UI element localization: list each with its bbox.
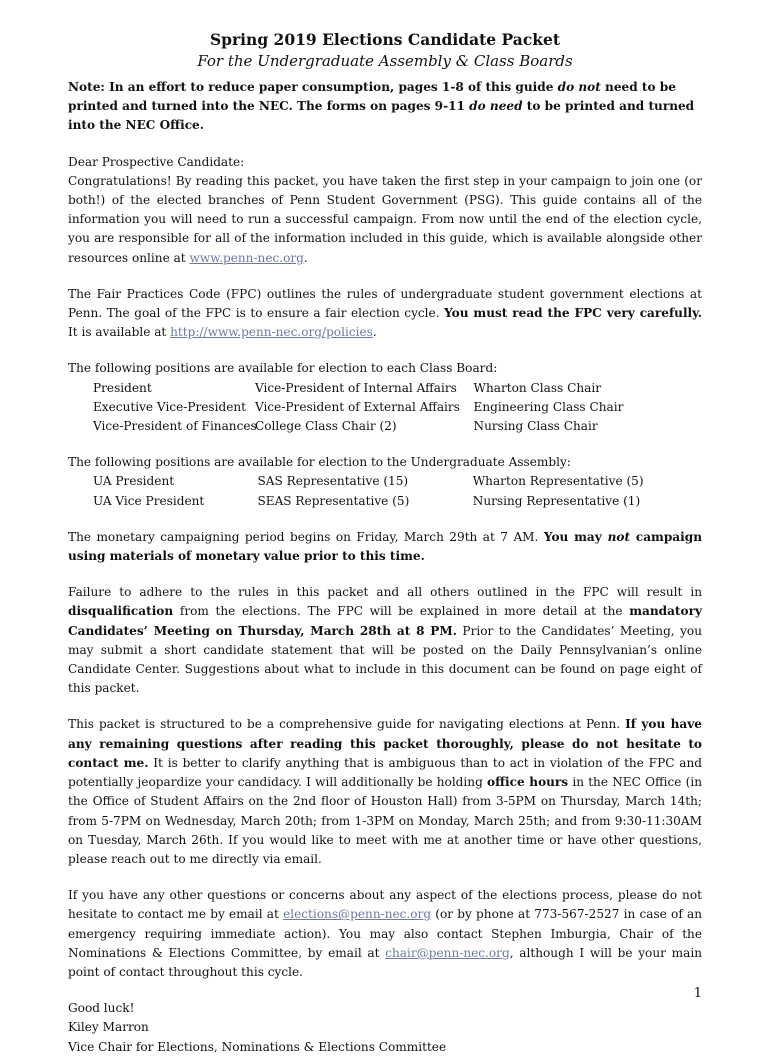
class-board-column-1 — [93, 379, 255, 437]
position-item: SAS Representative (15) — [257, 474, 409, 489]
ua-column-1 — [93, 472, 257, 510]
website-link[interactable]: www.penn-nec.org — [189, 250, 304, 265]
closing-good-luck: Good luck! — [68, 1001, 135, 1016]
contact-paragraph: If you have any other questions or concerns about any aspect of the elections process, please do not hesitate to contact me by email at elections@penn-nec.org (or by phone at 773-567-2527 in case of an emergency requiring immediate action). You may also contact Stephen Imburgia, Chair of the Nominations & Elections Committee, by email at chair@penn-nec.org, although I will be your main point of contact throughout this cycle. — [68, 888, 702, 979]
position-item: UA President — [93, 474, 175, 489]
elections-email-link[interactable]: elections@penn-nec.org — [283, 907, 432, 922]
greeting: Dear Prospective Candidate: — [68, 154, 245, 169]
position-item: Engineering Class Chair — [473, 399, 624, 414]
ua-positions — [68, 472, 702, 510]
structure-paragraph: This packet is structured to be a comprehensive guide for navigating elections at Penn. If you have any remaining questions after reading this packet thoroughly, please do not hesitate to contact me. It is better to clarify anything that is ambiguous than to act in violation of the FPC and potentially jeopardize your candidacy. I will additionally be holding office hours in the NEC Office (in the Office of Student Affairs on the 2nd floor of Houston Hall) from 3-5PM on Thursday, March 14th; from 5-7PM on Wednesday, March 20th; from 1-3PM on Monday, March 25th; and from 9:30-11:30AM on Tuesday, March 26th. If you would like to meet with me at another time or have other questions, please reach out to me directly via email. — [68, 717, 702, 866]
ua-intro: The following positions are available for election to the Undergraduate Assembly: — [68, 455, 571, 470]
page-title: Spring 2019 Elections Candidate Packet — [209, 30, 561, 49]
class-board-positions — [68, 379, 702, 437]
page-number: 1 — [693, 986, 702, 1001]
chair-email-link[interactable]: chair@penn-nec.org — [385, 945, 510, 960]
position-item: Vice-President of Finances — [93, 419, 257, 434]
signature-name: Kiley Marron — [68, 1020, 149, 1035]
ua-column-3 — [473, 472, 702, 510]
intro-paragraph: Congratulations! By reading this packet, you have taken the first step in your campaign to join one (or both!) of the elected branches of Penn Student Government (PSG). This guide contains all of the information you will need to run a successful campaign. From now until the end of the election cycle, you are responsible for all of the information included in this guide, which is available alongside other resources online at www.penn-nec.org. — [68, 173, 702, 265]
position-item: Nursing Representative (1) — [472, 493, 641, 508]
position-item: Wharton Representative (5) — [472, 474, 644, 489]
class-board-column-2 — [255, 379, 474, 437]
position-item: College Class Chair (2) — [255, 419, 397, 434]
position-item: Vice-President of Internal Affairs — [255, 380, 457, 395]
failure-paragraph: Failure to adhere to the rules in this packet and all others outlined in the FPC will result in disqualification from the elections. The FPC will be explained in more detail at the mandatory Candidates’ Meeting on Thursday, March 28th at 8 PM. Prior to the Candidates’ Meeting, you may submit a short candidate statement that will be posted on the Daily Pennsylvanian’s online Candidate Center. Suggestions about what to include in this document can be found on page eight of this packet. — [68, 585, 702, 696]
position-item: Executive Vice-President — [93, 399, 247, 414]
position-item: Nursing Class Chair — [473, 419, 598, 434]
position-item: UA Vice President — [93, 493, 205, 508]
position-item: Vice-President of External Affairs — [255, 399, 460, 414]
monetary-paragraph: The monetary campaigning period begins on Friday, March 29th at 7 AM. You may not campaign using materials of monetary value prior to this time. — [68, 529, 702, 564]
class-board-intro: The following positions are available for election to each Class Board: — [68, 361, 498, 376]
position-item: President — [93, 380, 152, 395]
page-subtitle: For the Undergraduate Assembly & Class Boards — [197, 52, 573, 70]
policies-link[interactable]: http://www.penn-nec.org/policies — [170, 325, 373, 340]
class-board-column-3 — [474, 379, 702, 437]
signature-role: Vice Chair for Elections, Nominations & Elections Committee — [68, 1039, 447, 1054]
position-item: Wharton Class Chair — [473, 380, 602, 395]
document-body — [68, 78, 702, 1057]
fpc-paragraph: The Fair Practices Code (FPC) outlines the rules of undergraduate student government elections at Penn. The goal of the FPC is to ensure a fair election cycle. You must read the FPC very carefully. It is available at http://www.penn-nec.org/policies. — [68, 286, 702, 340]
note-paragraph: Note: In an effort to reduce paper consumption, pages 1-8 of this guide do not need to be printed and turned into the NEC. The forms on pages 9-11 do need to be printed and turned into the NEC Office. — [68, 80, 695, 133]
ua-column-2 — [257, 472, 472, 510]
position-item: SEAS Representative (5) — [257, 493, 410, 508]
